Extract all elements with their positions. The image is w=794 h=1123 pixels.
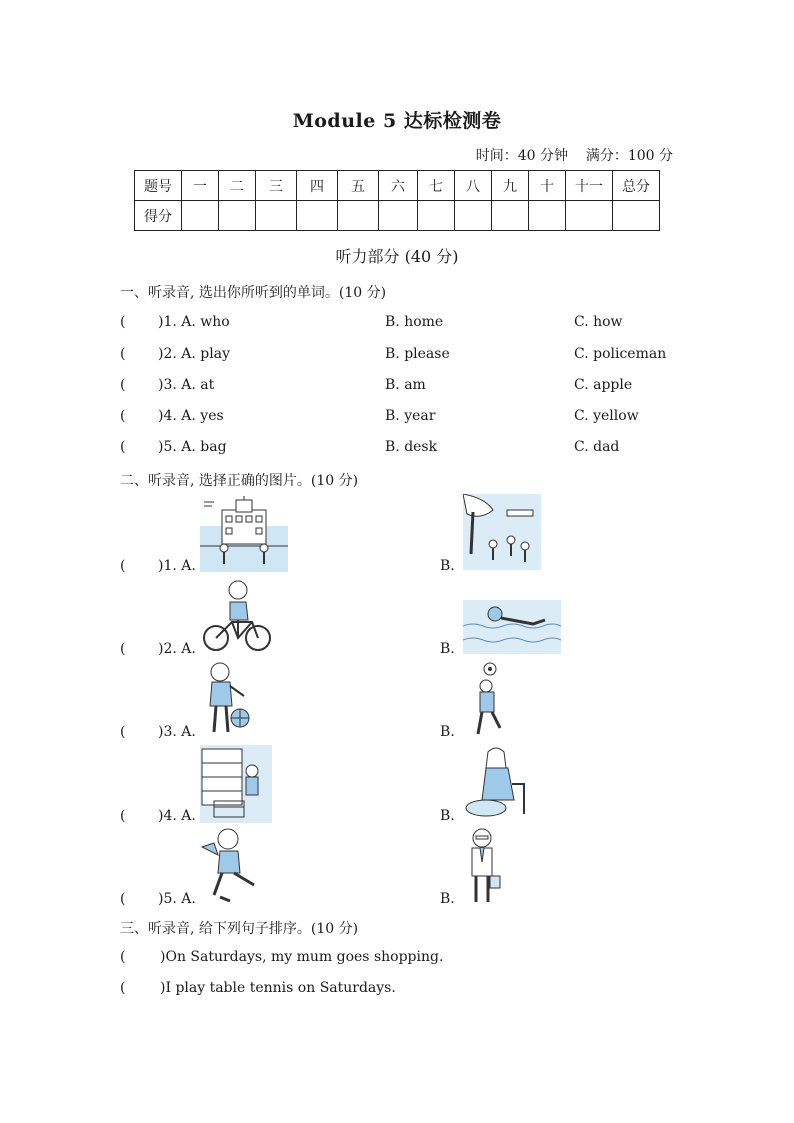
option-c: C. yellow <box>574 408 639 424</box>
part1-item <box>120 439 680 459</box>
picture-question <box>120 558 196 574</box>
option-c: C. how <box>574 314 623 330</box>
score-cell[interactable] <box>256 201 297 231</box>
sentence-text: )On Saturdays, my mum goes shopping. <box>160 949 444 965</box>
score-cell[interactable] <box>379 201 418 231</box>
part1-item <box>120 346 680 366</box>
score-cell[interactable] <box>338 201 379 231</box>
score-cell[interactable] <box>297 201 338 231</box>
cycling-picture[interactable] <box>202 578 272 654</box>
score-cell[interactable] <box>182 201 219 231</box>
score-header-cell: 题号 <box>135 171 182 201</box>
part1-title: 一、听录音, 选出你所听到的单词。(10 分) <box>120 285 387 301</box>
score-cell[interactable] <box>455 201 492 231</box>
score-header-cell: 总分 <box>613 171 660 201</box>
sentence-text: )I play table tennis on Saturdays. <box>160 980 396 996</box>
office-man-picture[interactable] <box>466 828 502 906</box>
score-cell[interactable] <box>613 201 660 231</box>
exam-meta <box>476 145 673 165</box>
option-a-label: )1. A. <box>158 558 196 574</box>
score-cell[interactable] <box>529 201 566 231</box>
option-c: C. policeman <box>574 346 667 362</box>
section-heading: 听力部分 (40 分) <box>335 247 459 266</box>
option-b-label: B. <box>440 808 455 824</box>
answer-paren[interactable]: ( <box>120 980 126 996</box>
score-cell[interactable] <box>219 201 256 231</box>
score-header-cell: 七 <box>418 171 455 201</box>
answer-paren[interactable]: ( <box>120 808 126 824</box>
park-picture[interactable] <box>463 494 541 570</box>
answer-paren[interactable]: ( <box>120 314 126 330</box>
time-limit: 时间：40 分钟 <box>475 148 569 164</box>
option-b: B. home <box>385 314 444 330</box>
sentence-item <box>120 980 396 996</box>
page-title: Module 5 达标检测卷 <box>292 110 502 132</box>
option-a: )1. A. who <box>158 314 230 330</box>
part1-item <box>120 314 680 334</box>
part1-item <box>120 377 680 397</box>
option-a: )4. A. yes <box>158 408 224 424</box>
score-header-cell: 五 <box>338 171 379 201</box>
option-a-label: )2. A. <box>158 641 196 657</box>
score-header-cell: 六 <box>379 171 418 201</box>
score-header-cell: 二 <box>219 171 256 201</box>
answer-paren[interactable]: ( <box>120 949 126 965</box>
option-b-label: B. <box>440 891 455 907</box>
answer-paren[interactable]: ( <box>120 439 126 455</box>
score-header-cell: 十一 <box>566 171 613 201</box>
option-b: B. desk <box>385 439 438 455</box>
score-table-header-row <box>135 171 660 201</box>
option-b-label: B. <box>440 724 455 740</box>
picture-question <box>120 641 196 657</box>
answer-paren[interactable]: ( <box>120 558 126 574</box>
option-b-label: B. <box>440 558 455 574</box>
answer-paren[interactable]: ( <box>120 408 126 424</box>
shopping-picture[interactable] <box>200 745 272 823</box>
picture-question <box>120 808 196 824</box>
score-cell[interactable] <box>492 201 529 231</box>
score-header-cell: 十 <box>529 171 566 201</box>
option-a-label: )5. A. <box>158 891 196 907</box>
score-cell[interactable] <box>418 201 455 231</box>
answer-paren[interactable]: ( <box>120 346 126 362</box>
option-b: B. am <box>385 377 426 393</box>
swimming-picture[interactable] <box>463 600 561 654</box>
score-header-cell: 九 <box>492 171 529 201</box>
running-picture[interactable] <box>200 827 262 905</box>
option-a: )2. A. play <box>158 346 230 362</box>
option-a-label: )4. A. <box>158 808 196 824</box>
picture-question <box>120 891 196 907</box>
option-a-label: )3. A. <box>158 724 196 740</box>
school-picture[interactable] <box>200 496 288 572</box>
full-score: 满分：100 分 <box>585 148 673 164</box>
score-row-label: 得分 <box>135 201 182 231</box>
part2-title: 二、听录音, 选择正确的图片。(10 分) <box>120 473 359 489</box>
answer-paren[interactable]: ( <box>120 724 126 740</box>
score-header-cell: 一 <box>182 171 219 201</box>
option-b-label: B. <box>440 641 455 657</box>
score-table <box>134 170 660 231</box>
option-b: B. year <box>385 408 436 424</box>
picture-question <box>120 724 196 740</box>
option-a: )5. A. bag <box>158 439 227 455</box>
option-b: B. please <box>385 346 450 362</box>
score-cell[interactable] <box>566 201 613 231</box>
answer-paren[interactable]: ( <box>120 891 126 907</box>
option-a: )3. A. at <box>158 377 215 393</box>
answer-paren[interactable]: ( <box>120 377 126 393</box>
option-c: C. dad <box>574 439 620 455</box>
score-header-cell: 八 <box>455 171 492 201</box>
part1-item <box>120 408 680 428</box>
basketball-picture[interactable] <box>204 662 254 740</box>
washing-picture[interactable] <box>464 744 528 822</box>
score-header-cell: 三 <box>256 171 297 201</box>
answer-paren[interactable]: ( <box>120 641 126 657</box>
part3-title: 三、听录音, 给下列句子排序。(10 分) <box>120 921 359 937</box>
score-header-cell: 四 <box>297 171 338 201</box>
score-table-score-row <box>135 201 660 231</box>
option-c: C. apple <box>574 377 633 393</box>
sentence-item <box>120 949 443 965</box>
football-picture[interactable] <box>470 662 504 738</box>
